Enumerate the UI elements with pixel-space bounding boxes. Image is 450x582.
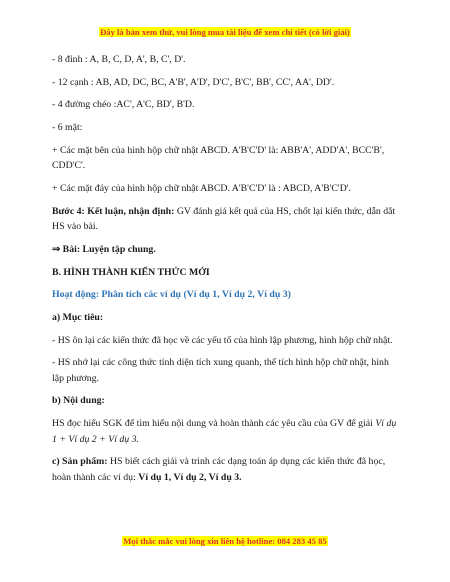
faces-line: - 6 mặt: [52,122,83,134]
diagonals-line: - 4 đường chéo :AC', A'C, BD', B'D. [52,99,195,111]
preview-notice-text: Đây là bản xem thử, vui lòng mua tài liệu để xem chi tiết (có lời giải) [100,27,350,37]
vertices-line: - 8 đỉnh : A, B, C, D, A', B, C', D'. [52,54,186,65]
base-faces-line: + Các mặt đáy của hình hộp chữ nhật ABCD. A'B'C'D' là : ABCD, A'B'C'D'. [52,182,351,194]
hotline-banner [0,536,450,546]
section-b-heading: B. HÌNH THÀNH KIẾN THỨC MỚI [52,266,210,278]
lesson-label: Bài: Luyện tập chung. [60,243,156,255]
content-paragraph [52,416,402,447]
content-heading: b) Nội dung: [52,395,105,407]
product-text: HS biết cách giải và trình các dạng toán áp dụng các kiến thức đã học, hoàn thành các ví dụ: [52,456,386,483]
arrow-icon: ⇒ [52,243,61,255]
preview-notice-banner [0,27,450,37]
goal-item-2: - HS nhớ lại các công thức tính diện tích xung quanh, thể tích hình hộp chữ nhật, hình lập phương. [52,357,389,384]
side-faces-line: + Các mặt bên của hình hộp chữ nhật ABCD. A'B'C'D' là: ABB'A', ADD'A', BCC'B', CDD'C'. [52,144,385,172]
goal-heading: a) Mục tiêu: [52,311,104,323]
step4-text: GV đánh giá kết quả của HS, chốt lại kiến thức, dẫn dắt HS vào bài. [52,205,396,233]
step4-label: Bước 4: Kết luận, nhận định: [52,205,175,217]
lesson-line [52,242,402,258]
product-label: c) Sản phẩm: [52,456,108,468]
product-examples: Ví dụ 1, Ví dụ 2, Ví dụ 3. [138,471,242,483]
hotline-text: Mọi thắc mắc vui lòng xin liên hệ hotline: 084 283 45 85 [123,536,327,546]
activity-heading: Hoạt động: Phân tích các ví dụ (Ví dụ 1, Ví dụ 2, Ví dụ 3) [52,289,291,301]
step4-paragraph [52,204,402,235]
content-text: HS đọc hiểu SGK để tìm hiểu nội dung và hoàn thành các yêu cầu của GV để giải [52,418,376,430]
product-paragraph [52,454,402,485]
goal-item-1: - HS ôn lại các kiến thức đã học về các yếu tố của hình lập phương, hình hộp chữ nhật. [52,334,393,346]
edges-line: - 12 cạnh : AB, AD, DC, BC, A'B', A'D', D'C', B'C', BB', CC', AA', DD'. [52,76,335,88]
content-examples: Ví dụ 1 + Ví dụ 2 + Ví dụ 3. [52,418,397,445]
document-body [52,52,402,493]
